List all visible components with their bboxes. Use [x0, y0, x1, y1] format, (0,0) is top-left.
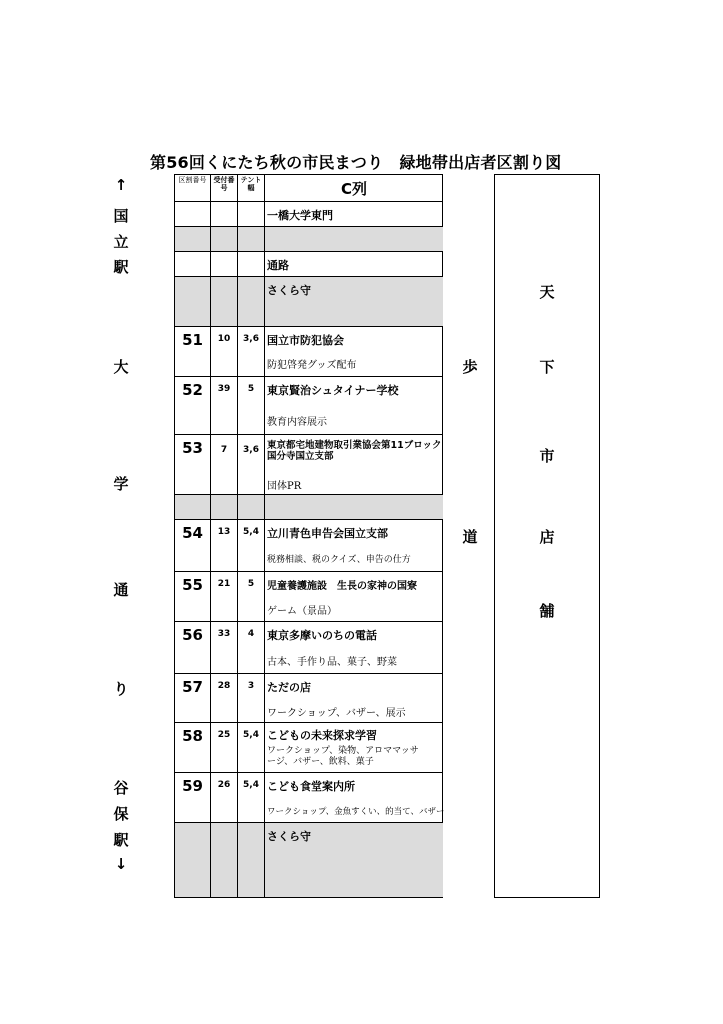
- shop-label-char: 舗: [539, 602, 555, 620]
- reception-number: 21: [211, 572, 238, 622]
- booth-name: ただの店: [267, 681, 311, 694]
- booth-number: 57: [175, 674, 211, 723]
- booth-description: ゲーム（景品）: [265, 597, 443, 622]
- header-tent-width: テント幅: [238, 175, 265, 202]
- street-label-char: 学: [113, 475, 129, 493]
- table-row-cell: [175, 495, 211, 520]
- booth-description: ワークショップ、染物、アロママッサージ、バザー、飲料、菓子: [265, 745, 443, 773]
- booth-description: 教育内容展示: [265, 406, 443, 435]
- table-row-cell: [175, 823, 211, 897]
- reception-number: 33: [211, 622, 238, 674]
- reception-number: 39: [211, 377, 238, 435]
- street-label-char: り: [113, 680, 129, 698]
- booth-name: 東京都宅地建物取引業協会第11ブロック国分寺国立支部: [267, 440, 442, 462]
- street-label-char: 通: [113, 581, 129, 599]
- header-reception-number: 受付番号: [211, 175, 238, 202]
- reception-number: 10: [211, 327, 238, 377]
- table-row-cell: [211, 227, 238, 252]
- booth-description: 税務相談、税のクイズ、申告の仕方: [265, 547, 443, 572]
- table-row-cell: [211, 495, 238, 520]
- street-label-char: 谷: [113, 779, 129, 797]
- table-row-cell: [211, 202, 238, 227]
- booth-name: 立川青色申告会国立支部: [267, 527, 388, 540]
- arrow-down-icon: ↓: [114, 855, 128, 873]
- booth-description: 防犯啓発グッズ配布: [265, 352, 443, 377]
- table-row-cell: [175, 227, 211, 252]
- booth-name: 通路: [265, 252, 443, 277]
- table-row-cell: [238, 495, 265, 520]
- street-label-char: 立: [113, 233, 129, 251]
- tent-width: 3,6: [238, 435, 265, 495]
- table-row-cell: [238, 227, 265, 252]
- page-title: 第56回くにたち秋の市民まつり 緑地帯出店者区割り図: [150, 153, 562, 172]
- reception-number: 26: [211, 773, 238, 823]
- booth-description: 団体PR: [265, 471, 443, 495]
- table-row-cell: [265, 227, 443, 252]
- table-row-cell: [238, 277, 265, 327]
- tent-width: 5: [238, 377, 265, 435]
- table-row-cell: [238, 252, 265, 277]
- table-row-cell: [265, 495, 443, 520]
- header-column-c: C列: [265, 175, 443, 202]
- street-label-char: 駅: [113, 258, 129, 276]
- booth-number: 58: [175, 723, 211, 773]
- table-row-cell: [238, 823, 265, 897]
- booth-name: さくら守: [265, 277, 443, 327]
- table-row-cell: [175, 202, 211, 227]
- booth-number: 53: [175, 435, 211, 495]
- tent-width: 5,4: [238, 723, 265, 773]
- booth-number: 59: [175, 773, 211, 823]
- street-label-char: 大: [113, 358, 129, 376]
- booth-number: 55: [175, 572, 211, 622]
- booth-number: 54: [175, 520, 211, 572]
- reception-number: 25: [211, 723, 238, 773]
- tent-width: 3: [238, 674, 265, 723]
- tent-width: 4: [238, 622, 265, 674]
- tent-width: 5,4: [238, 520, 265, 572]
- booth-table: [174, 174, 443, 898]
- reception-number: 7: [211, 435, 238, 495]
- arrow-up-icon: ↑: [114, 176, 128, 194]
- booth-number: 56: [175, 622, 211, 674]
- table-row-cell: [238, 202, 265, 227]
- booth-name: 東京賢治シュタイナー学校: [267, 384, 399, 397]
- walkway-label-char: 歩: [462, 358, 478, 376]
- booth-name: さくら守: [265, 823, 443, 897]
- reception-number: 28: [211, 674, 238, 723]
- booth-number: 51: [175, 327, 211, 377]
- street-label-char: 保: [113, 805, 129, 823]
- booth-name: 国立市防犯協会: [267, 334, 344, 347]
- tent-width: 3,6: [238, 327, 265, 377]
- shop-label-char: 市: [539, 447, 555, 465]
- walkway-label-char: 道: [462, 528, 478, 546]
- booth-description: 古本、手作り品、菓子、野菜: [265, 647, 443, 674]
- street-label-char: 駅: [113, 831, 129, 849]
- tent-width: 5: [238, 572, 265, 622]
- reception-number: 13: [211, 520, 238, 572]
- booth-name: 東京多摩いのちの電話: [267, 629, 377, 642]
- shop-label-char: 天: [539, 283, 555, 301]
- shop-label-char: 下: [539, 358, 555, 376]
- table-row-cell: [211, 277, 238, 327]
- table-row-cell: [211, 823, 238, 897]
- shop-label-char: 店: [539, 528, 555, 546]
- booth-description: ワークショップ、金魚すくい、的当て、バザー: [265, 798, 443, 823]
- booth-name: こども食堂案内所: [267, 780, 355, 793]
- booth-name: 児童養護施設 生長の家神の国寮: [267, 581, 417, 592]
- booth-description: ワークショップ、バザー、展示: [265, 699, 443, 723]
- tent-width: 5,4: [238, 773, 265, 823]
- table-row-cell: [175, 277, 211, 327]
- table-row-cell: [175, 252, 211, 277]
- booth-number: 52: [175, 377, 211, 435]
- street-label-char: 国: [113, 207, 129, 225]
- booth-name: 一橋大学東門: [265, 202, 443, 227]
- booth-name: こどもの未来探求学習: [267, 729, 377, 742]
- header-booth-number: 区割番号: [175, 175, 211, 202]
- table-row-cell: [211, 252, 238, 277]
